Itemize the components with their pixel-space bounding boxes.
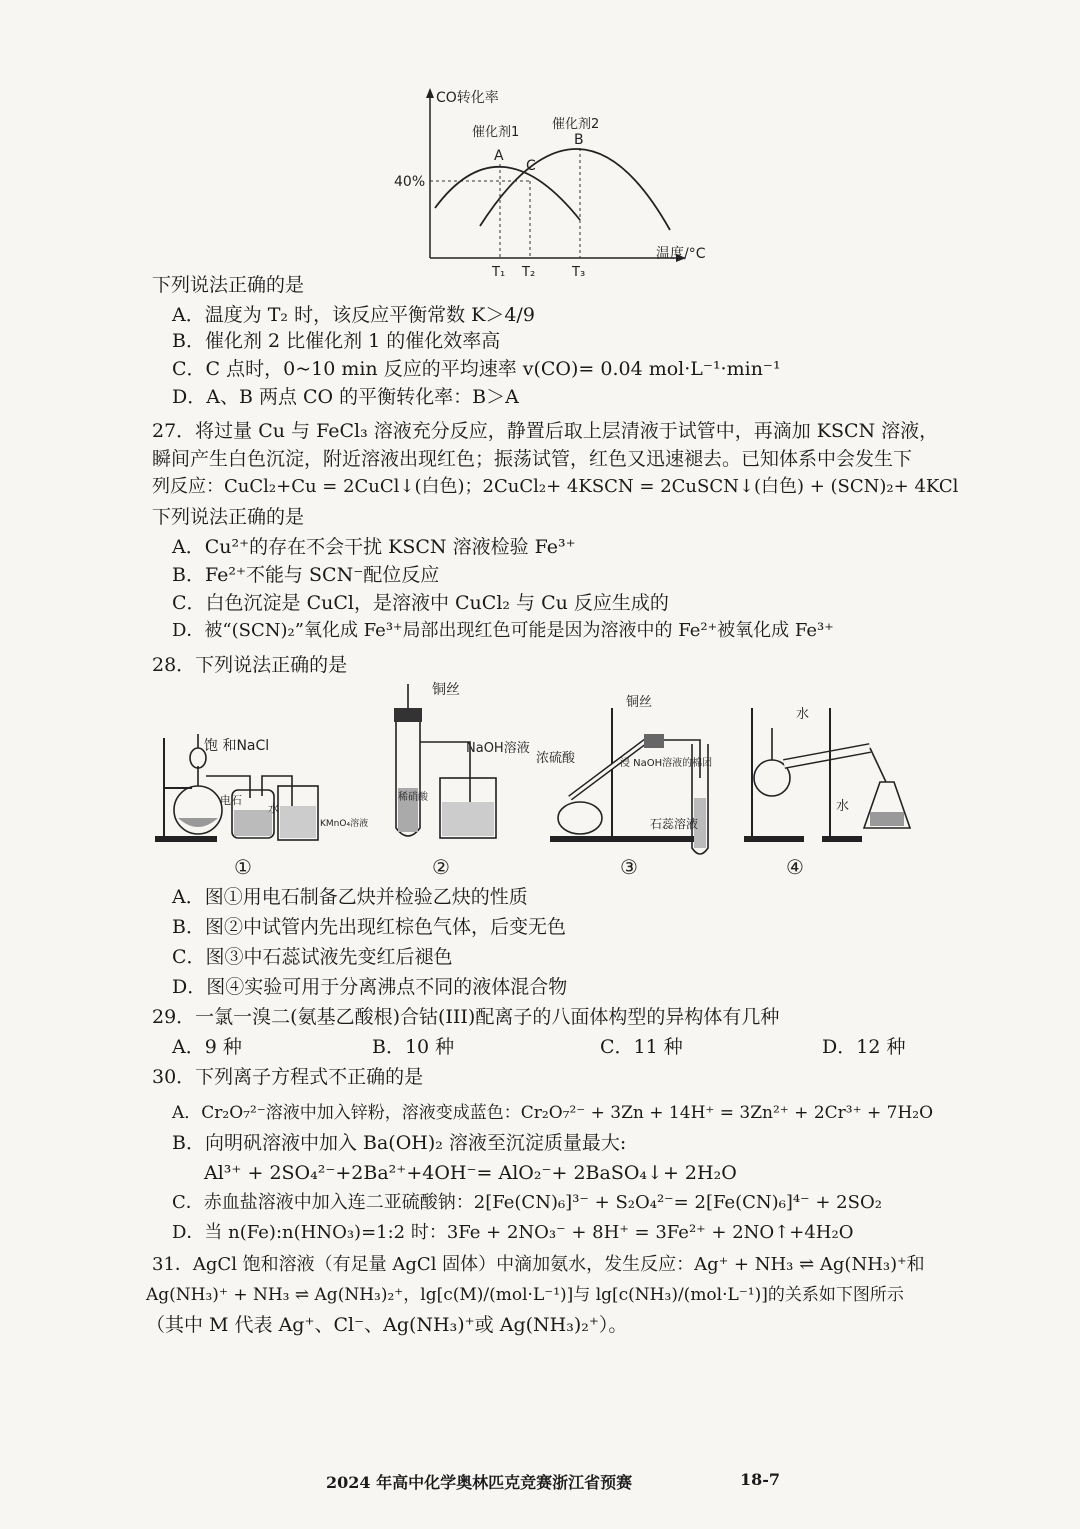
fig2-label-hno3: 稀硝酸 (398, 792, 428, 803)
q27-line-4: 下列说法正确的是 (152, 506, 305, 528)
fig2-label-naoh: NaOH溶液 (466, 741, 530, 756)
apparatus-2 (394, 684, 496, 838)
y-tick-40: 40% (394, 174, 426, 190)
q26-option-b: B．催化剂 2 比催化剂 1 的催化效率高 (172, 330, 501, 352)
label-cat2: 催化剂2 (552, 117, 600, 132)
fig1-label-water: 水 (268, 802, 279, 815)
q30-stem: 30．下列离子方程式不正确的是 (152, 1066, 424, 1088)
x-axis-label: 温度/°C (656, 246, 706, 262)
fig1-label-dianshi: 电石 (220, 794, 242, 807)
q30-option-c: C．赤血盐溶液中加入连二亚硫酸钠：2[Fe(CN)₆]³⁻ + S₂O₄²⁻= 2[Fe(CN)₆]⁴⁻ + 2SO₂ (172, 1192, 882, 1213)
co-conversion-chart (380, 80, 720, 280)
fig-num-1: ① (234, 855, 252, 879)
y-axis-arrow (426, 88, 434, 98)
q28-option-b: B．图②中试管内先出现红棕色气体，后变无色 (172, 916, 566, 938)
label-point-b: B (574, 132, 584, 148)
fig4-label-water-2: 水 (836, 799, 850, 814)
label-cat1: 催化剂1 (472, 125, 520, 140)
fig3-label-litmus: 石蕊溶液 (650, 817, 699, 831)
q30-option-a: A．Cr₂O₇²⁻溶液中加入锌粉，溶液变成蓝色：Cr₂O₇²⁻ + 3Zn + 14H⁺ = 3Zn²⁺ + 2Cr³⁺ + 7H₂O (172, 1103, 934, 1123)
q31-line-2: Ag(NH₃)⁺ + NH₃ ⇌ Ag(NH₃)₂⁺，lg[c(M)/(mol·L⁻¹)]与 lg[c(NH₃)/(mol·L⁻¹)]的关系如下图所示 (146, 1285, 904, 1305)
q27-option-c: C．白色沉淀是 CuCl，是溶液中 CuCl₂ 与 Cu 反应生成的 (172, 592, 669, 614)
fig-num-2: ② (432, 855, 450, 879)
q29-option-d: D．12 种 (822, 1036, 906, 1058)
fig3-label-h2so4: 浓硫酸 (536, 751, 576, 766)
q29-option-b: B．10 种 (372, 1036, 455, 1058)
fig2-label-cu: 铜丝 (432, 682, 460, 698)
q31-line-3: （其中 M 代表 Ag⁺、Cl⁻、Ag(NH₃)⁺或 Ag(NH₃)₂⁺）。 (146, 1314, 628, 1336)
q29-stem: 29．一氯一溴二(氨基乙酸根)合钴(III)配离子的八面体构型的异构体有几种 (152, 1006, 780, 1028)
label-point-a: A (494, 148, 504, 164)
q27-line-3: 列反应：CuCl₂+Cu = 2CuCl↓(白色)；2CuCl₂+ 4KSCN = 2CuSCN↓(白色) + (SCN)₂+ 4KCl (152, 476, 959, 497)
q29-option-a: A．9 种 (172, 1036, 242, 1058)
fig4-label-water-1: 水 (796, 707, 810, 722)
q26-stem: 下列说法正确的是 (152, 274, 305, 296)
q27-option-b: B．Fe²⁺不能与 SCN⁻配位反应 (172, 564, 440, 586)
x-tick-t2: T₂ (522, 265, 536, 280)
q27-option-a: A．Cu²⁺的存在不会干扰 KSCN 溶液检验 Fe³⁺ (172, 536, 576, 558)
q27-option-d: D．被“(SCN)₂”氧化成 Fe³⁺局部出现红色可能是因为溶液中的 Fe²⁺被氧化成 Fe³⁺ (172, 620, 834, 641)
q31-line-1: 31．AgCl 饱和溶液（有足量 AgCl 固体）中滴加氨水，发生反应：Ag⁺ + NH₃ ⇌ Ag(NH₃)⁺和 (152, 1254, 925, 1275)
footer-page: 18-7 (740, 1470, 781, 1489)
fig-num-4: ④ (786, 855, 804, 879)
x-tick-t1: T₁ (492, 265, 506, 280)
label-point-c: C (526, 158, 536, 174)
q27-line-2: 瞬间产生白色沉淀，附近溶液出现红色；振荡试管，红色又迅速褪去。已知体系中会发生下 (152, 448, 913, 470)
footer-title: 2024 年高中化学奥林匹克竞赛浙江省预赛 (326, 1473, 633, 1492)
q26-option-c: C．C 点时，0~10 min 反应的平均速率 v(CO)= 0.04 mol·L⁻¹·min⁻¹ (172, 358, 781, 380)
q26-option-a: A．温度为 T₂ 时，该反应平衡常数 K＞4/9 (172, 304, 535, 326)
series-catalyst-2 (480, 149, 670, 230)
q30-option-b-equation: Al³⁺ + 2SO₄²⁻+2Ba²⁺+4OH⁻= AlO₂⁻+ 2BaSO₄↓+ 2H₂O (204, 1162, 737, 1184)
q28-option-a: A．图①用电石制备乙炔并检验乙炔的性质 (172, 886, 528, 908)
fig-num-3: ③ (620, 855, 638, 879)
q30-option-d: D．当 n(Fe):n(HNO₃)=1:2 时：3Fe + 2NO₃⁻ + 8H⁺ = 3Fe²⁺ + 2NO↑+4H₂O (172, 1222, 854, 1243)
q30-option-b: B．向明矾溶液中加入 Ba(OH)₂ 溶液至沉淀质量最大: (172, 1132, 627, 1154)
fig3-label-cu: 铜丝 (626, 695, 653, 710)
q28-option-d: D．图④实验可用于分离沸点不同的液体混合物 (172, 976, 568, 998)
q28-option-c: C．图③中石蕊试液先变红后褪色 (172, 946, 453, 968)
fig1-label-nacl: 饱 和NaCl (204, 738, 270, 754)
apparatus-3 (550, 708, 708, 854)
fig1-label-kmno4: KMnO₄溶液 (320, 819, 369, 829)
q27-line-1: 27．将过量 Cu 与 FeCl₃ 溶液充分反应，静置后取上层清液于试管中，再滴加 KSCN 溶液， (152, 420, 939, 442)
y-axis-label: CO转化率 (436, 90, 499, 106)
q26-option-d: D．A、B 两点 CO 的平衡转化率：B＞A (172, 386, 519, 408)
apparatus-figures (150, 678, 920, 878)
q29-option-c: C．11 种 (600, 1036, 683, 1058)
x-tick-t3: T₃ (572, 265, 586, 280)
apparatus-4 (744, 708, 910, 842)
q28-stem: 28．下列说法正确的是 (152, 654, 348, 676)
series-catalyst-1 (435, 167, 580, 220)
fig3-label-cotton: 浸 NaOH溶液的棉团 (620, 758, 713, 769)
